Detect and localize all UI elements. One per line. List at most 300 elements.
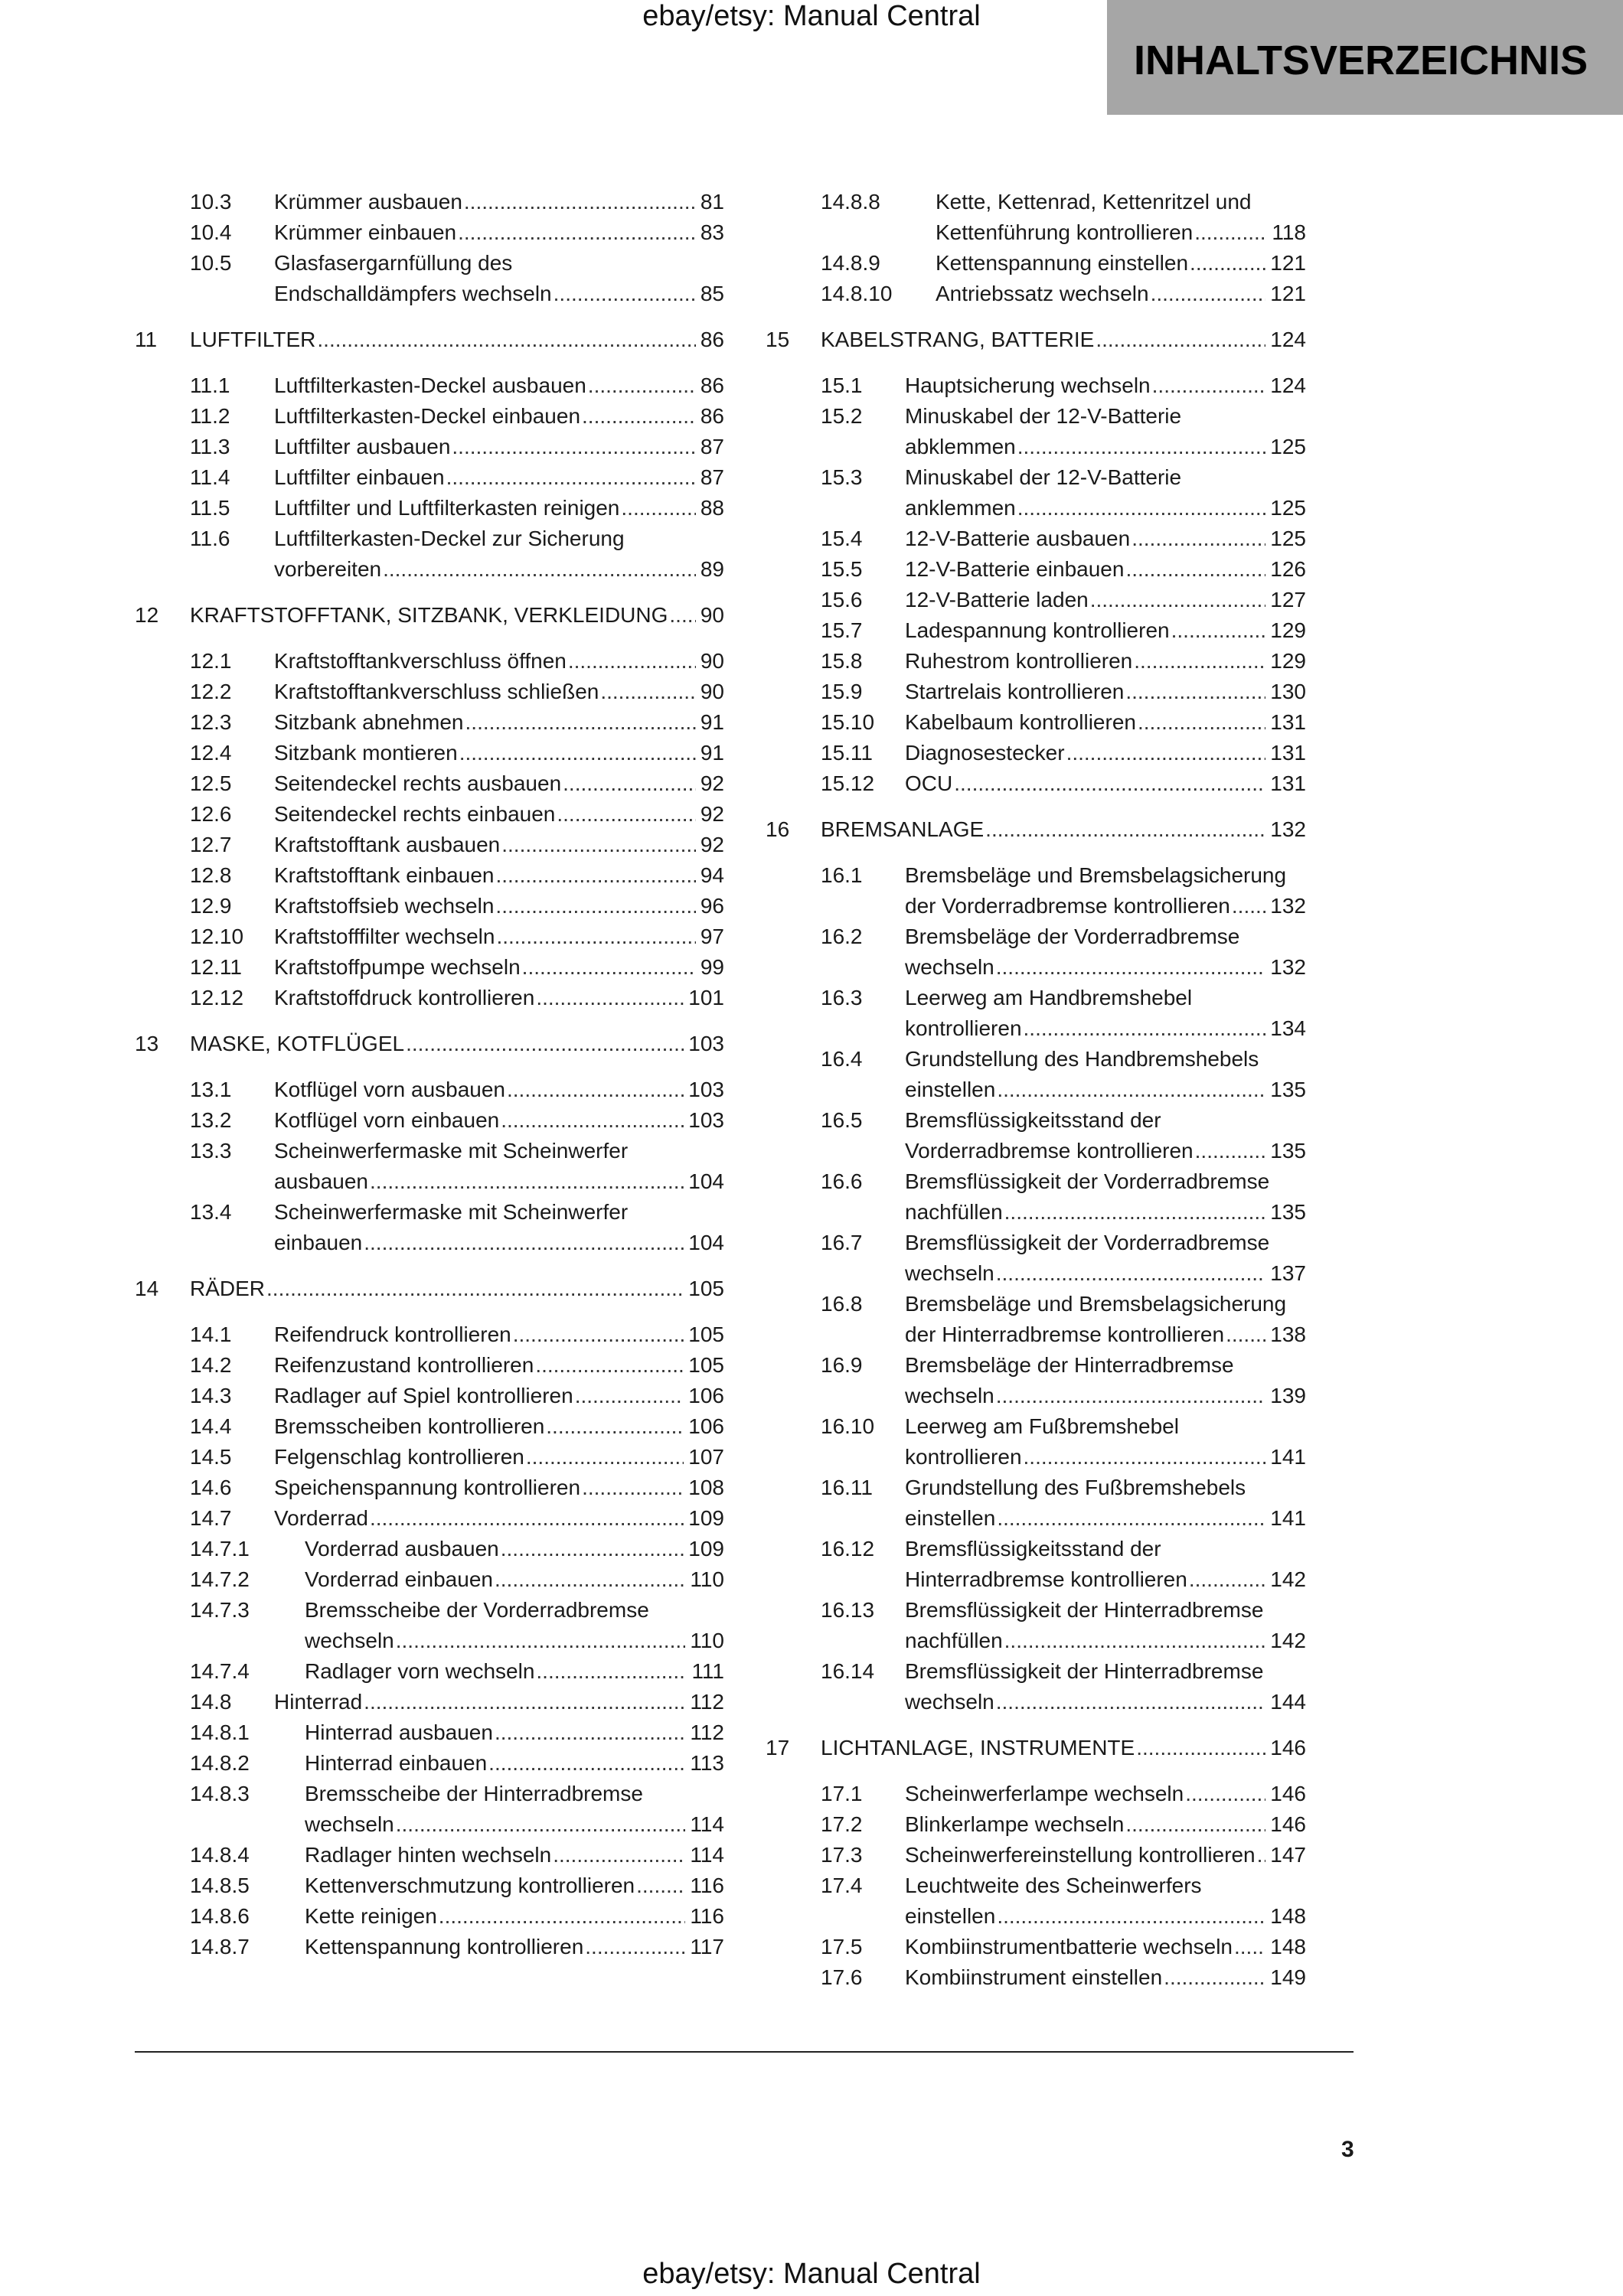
dot-leader bbox=[513, 1319, 684, 1350]
toc-entry-number: 14.8.2 bbox=[190, 1751, 250, 1775]
dot-leader bbox=[495, 891, 695, 921]
toc-entry-number: 15.2 bbox=[821, 404, 863, 428]
dot-leader bbox=[522, 952, 696, 983]
toc-entry-number: 17.1 bbox=[821, 1782, 863, 1805]
toc-entry-page: 124 bbox=[1270, 373, 1306, 397]
toc-entry-title: Vorderrad bbox=[274, 1506, 368, 1530]
toc-entry-number: 12 bbox=[135, 603, 159, 627]
toc-entry[interactable] bbox=[135, 1932, 724, 1962]
toc-entry-number: 12.11 bbox=[190, 955, 242, 979]
toc-entry-page: 90 bbox=[700, 603, 724, 627]
toc-entry-title-line1: Bremsflüssigkeit der Hinterradbremse bbox=[905, 1659, 1264, 1683]
toc-entry-page: 92 bbox=[700, 833, 724, 856]
dot-leader bbox=[669, 600, 695, 631]
toc-entry-page: 135 bbox=[1270, 1200, 1306, 1224]
toc-entry-title: wechseln bbox=[305, 1812, 394, 1836]
toc-entry[interactable] bbox=[135, 1105, 724, 1136]
dot-leader bbox=[495, 860, 695, 891]
toc-entry-number: 11.2 bbox=[190, 404, 230, 428]
toc-entry-page: 99 bbox=[700, 955, 724, 979]
toc-chapter-entry[interactable] bbox=[766, 814, 1306, 845]
toc-entry-number: 17.6 bbox=[821, 1965, 863, 1989]
toc-entry-page: 106 bbox=[688, 1414, 724, 1438]
dot-leader bbox=[997, 1503, 1265, 1534]
toc-entry-page: 83 bbox=[700, 220, 724, 244]
watermark-bottom: ebay/etsy: Manual Central bbox=[642, 2258, 981, 2290]
toc-entry-number: 15.12 bbox=[821, 771, 875, 795]
toc-entry[interactable] bbox=[135, 830, 724, 860]
toc-entry-number: 13 bbox=[135, 1032, 159, 1055]
toc-entry-page: 105 bbox=[688, 1353, 724, 1377]
dot-leader bbox=[621, 493, 695, 523]
toc-entry-title: Diagnosestecker bbox=[905, 741, 1065, 765]
dot-leader bbox=[1257, 1840, 1266, 1870]
toc-entry[interactable] bbox=[135, 217, 724, 248]
toc-entry-page: 116 bbox=[690, 1904, 724, 1928]
toc-entry[interactable] bbox=[135, 1442, 724, 1473]
dot-leader bbox=[985, 814, 1265, 845]
dot-leader bbox=[997, 1901, 1265, 1932]
dot-leader bbox=[996, 1258, 1266, 1289]
toc-entry[interactable] bbox=[766, 860, 1306, 921]
dot-leader bbox=[1004, 1626, 1266, 1656]
toc-entry[interactable] bbox=[135, 1687, 724, 1717]
toc-entry[interactable] bbox=[135, 1350, 724, 1381]
toc-entry-title: Felgenschlag kontrollieren bbox=[274, 1445, 524, 1469]
dot-leader bbox=[364, 1228, 684, 1258]
toc-entry[interactable] bbox=[135, 1779, 724, 1840]
toc-entry-title: Vorderradbremse kontrollieren bbox=[905, 1139, 1194, 1163]
toc-entry[interactable] bbox=[135, 860, 724, 891]
toc-entry[interactable] bbox=[766, 646, 1306, 677]
toc-entry-page: 85 bbox=[700, 282, 724, 305]
toc-entry[interactable] bbox=[766, 585, 1306, 615]
toc-entry-page: 101 bbox=[688, 986, 724, 1009]
toc-entry[interactable] bbox=[766, 1350, 1306, 1411]
toc-entry-title: Kraftstoffsieb wechseln bbox=[274, 894, 495, 918]
toc-entry-number: 14.8.8 bbox=[821, 190, 880, 214]
toc-entry-page: 86 bbox=[700, 373, 724, 397]
toc-entry[interactable] bbox=[135, 952, 724, 983]
toc-entry-title: OCU bbox=[905, 771, 953, 795]
toc-entry[interactable] bbox=[766, 707, 1306, 738]
toc-entry-page: 91 bbox=[700, 710, 724, 734]
toc-entry[interactable] bbox=[135, 891, 724, 921]
toc-entry-title-line1: Scheinwerfermaske mit Scheinwerfer bbox=[274, 1139, 629, 1163]
toc-entry[interactable] bbox=[766, 738, 1306, 768]
toc-entry-title: Kraftstofftankverschluss schließen bbox=[274, 680, 599, 703]
toc-entry-number: 15.3 bbox=[821, 465, 863, 489]
toc-entry-page: 117 bbox=[690, 1935, 724, 1958]
toc-entry-number: 14.4 bbox=[190, 1414, 232, 1438]
dot-leader bbox=[1194, 217, 1267, 248]
dot-leader bbox=[488, 1748, 685, 1779]
dot-leader bbox=[1164, 1962, 1265, 1993]
toc-entry-number: 17.4 bbox=[821, 1874, 863, 1897]
toc-entry-page: 141 bbox=[1270, 1445, 1306, 1469]
toc-entry[interactable] bbox=[135, 401, 724, 432]
toc-entry-page: 131 bbox=[1270, 771, 1306, 795]
toc-entry-number: 14.6 bbox=[190, 1476, 232, 1499]
toc-entry-title: RÄDER bbox=[190, 1277, 266, 1300]
toc-entry-page: 124 bbox=[1270, 328, 1306, 351]
dot-leader bbox=[553, 1840, 685, 1870]
toc-entry-title: Endschalldämpfers wechseln bbox=[274, 282, 552, 305]
toc-entry-title: Luftfilterkasten-Deckel einbauen bbox=[274, 404, 581, 428]
toc-entry-number: 14.8.7 bbox=[190, 1935, 250, 1958]
toc-entry[interactable] bbox=[135, 921, 724, 952]
dot-leader bbox=[1138, 707, 1265, 738]
toc-entry-page: 88 bbox=[700, 496, 724, 520]
toc-entry[interactable] bbox=[766, 187, 1306, 248]
toc-entry-page: 130 bbox=[1270, 680, 1306, 703]
toc-chapter-entry[interactable] bbox=[135, 325, 724, 355]
dot-leader bbox=[546, 1411, 684, 1442]
dot-leader bbox=[364, 1687, 685, 1717]
toc-entry-page: 103 bbox=[688, 1078, 724, 1101]
toc-entry-number: 13.2 bbox=[190, 1108, 232, 1132]
toc-entry[interactable] bbox=[766, 462, 1306, 523]
toc-entry[interactable] bbox=[135, 432, 724, 462]
toc-entry-number: 12.10 bbox=[190, 925, 244, 948]
dot-leader bbox=[507, 1075, 684, 1105]
toc-entry-page: 109 bbox=[688, 1506, 724, 1530]
toc-entry-title: MASKE, KOTFLÜGEL bbox=[190, 1032, 405, 1055]
toc-entry-number: 14.7 bbox=[190, 1506, 232, 1530]
toc-entry[interactable] bbox=[135, 1197, 724, 1258]
toc-entry[interactable] bbox=[766, 1534, 1306, 1595]
toc-entry[interactable] bbox=[135, 677, 724, 707]
toc-entry[interactable] bbox=[766, 1166, 1306, 1228]
toc-entry-number: 12.9 bbox=[190, 894, 232, 918]
toc-entry-page: 94 bbox=[700, 863, 724, 887]
toc-entry-number: 12.1 bbox=[190, 649, 232, 673]
section-header-box bbox=[1107, 0, 1623, 115]
toc-entry-title: Kraftstofftank ausbauen bbox=[274, 833, 501, 856]
dot-leader bbox=[1017, 493, 1266, 523]
toc-entry-title-line1: Minuskabel der 12-V-Batterie bbox=[905, 404, 1182, 428]
toc-entry-title: Hinterrad ausbauen bbox=[305, 1720, 493, 1744]
dot-leader bbox=[452, 432, 695, 462]
toc-entry-page: 127 bbox=[1270, 588, 1306, 612]
dot-leader bbox=[996, 1381, 1266, 1411]
toc-entry-page: 87 bbox=[700, 435, 724, 458]
dot-leader bbox=[446, 462, 696, 493]
toc-entry[interactable] bbox=[766, 370, 1306, 401]
toc-entry[interactable] bbox=[135, 1717, 724, 1748]
toc-entry-number: 15.9 bbox=[821, 680, 863, 703]
toc-entry[interactable] bbox=[135, 1503, 724, 1534]
dot-leader bbox=[535, 1350, 684, 1381]
toc-entry-page: 92 bbox=[700, 771, 724, 795]
toc-entry[interactable] bbox=[766, 1595, 1306, 1656]
toc-entry[interactable] bbox=[766, 1870, 1306, 1932]
toc-entry-title: einbauen bbox=[274, 1231, 363, 1254]
toc-right-column bbox=[766, 187, 1306, 1993]
toc-entry[interactable] bbox=[766, 677, 1306, 707]
toc-entry-number: 11.1 bbox=[190, 373, 230, 397]
toc-entry[interactable] bbox=[135, 523, 724, 585]
toc-entry-title: KABELSTRANG, BATTERIE bbox=[821, 328, 1095, 351]
dot-leader bbox=[568, 646, 696, 677]
toc-entry-number: 14 bbox=[135, 1277, 159, 1300]
toc-entry[interactable] bbox=[135, 1411, 724, 1442]
toc-entry-page: 132 bbox=[1270, 955, 1306, 979]
toc-entry-page: 90 bbox=[700, 680, 724, 703]
toc-entry[interactable] bbox=[135, 248, 724, 309]
toc-entry-page: 97 bbox=[700, 925, 724, 948]
toc-entry-page: 109 bbox=[688, 1537, 724, 1561]
toc-entry[interactable] bbox=[766, 279, 1306, 309]
dot-leader bbox=[266, 1274, 684, 1304]
toc-entry-page: 113 bbox=[690, 1751, 724, 1775]
dot-leader bbox=[588, 370, 696, 401]
toc-entry[interactable] bbox=[135, 646, 724, 677]
toc-entry[interactable] bbox=[135, 1136, 724, 1197]
toc-entry[interactable] bbox=[766, 615, 1306, 646]
toc-entry[interactable] bbox=[766, 1809, 1306, 1840]
toc-entry[interactable] bbox=[766, 921, 1306, 983]
toc-entry[interactable] bbox=[766, 1656, 1306, 1717]
toc-entry-number: 14.8.6 bbox=[190, 1904, 250, 1928]
toc-entry-page: 132 bbox=[1270, 817, 1306, 841]
toc-chapter-entry[interactable] bbox=[135, 600, 724, 631]
toc-entry-title: Luftfilterkasten-Deckel ausbauen bbox=[274, 373, 586, 397]
toc-entry[interactable] bbox=[766, 768, 1306, 799]
toc-entry-page: 112 bbox=[690, 1720, 724, 1744]
toc-entry-number: 15 bbox=[766, 328, 790, 351]
toc-entry[interactable] bbox=[766, 1044, 1306, 1105]
toc-entry-title-line1: Grundstellung des Handbremshebels bbox=[905, 1047, 1259, 1071]
dot-leader bbox=[1185, 1779, 1265, 1809]
toc-entry-number: 15.6 bbox=[821, 588, 863, 612]
toc-entry-page: 105 bbox=[688, 1277, 724, 1300]
dot-leader bbox=[636, 1870, 685, 1901]
toc-entry-number: 12.12 bbox=[190, 986, 244, 1009]
toc-entry-title: 12-V-Batterie laden bbox=[905, 588, 1089, 612]
toc-entry-title: Kraftstofftank einbauen bbox=[274, 863, 495, 887]
toc-entry-page: 135 bbox=[1270, 1078, 1306, 1101]
toc-entry-title: wechseln bbox=[905, 1690, 994, 1714]
toc-entry[interactable] bbox=[766, 1105, 1306, 1166]
toc-entry-title: Hauptsicherung wechseln bbox=[905, 373, 1151, 397]
toc-entry[interactable] bbox=[135, 768, 724, 799]
dot-leader bbox=[370, 1166, 684, 1197]
toc-entry-page: 104 bbox=[688, 1231, 724, 1254]
toc-chapter-entry[interactable] bbox=[135, 1274, 724, 1304]
dot-leader bbox=[1189, 1564, 1265, 1595]
dot-leader bbox=[1234, 1932, 1265, 1962]
toc-entry-title: Kabelbaum kontrollieren bbox=[905, 710, 1136, 734]
toc-entry-title: Ruhestrom kontrollieren bbox=[905, 649, 1133, 673]
toc-entry-number: 15.10 bbox=[821, 710, 875, 734]
toc-entry-number: 14.1 bbox=[190, 1322, 232, 1346]
toc-entry-title: Radlager auf Spiel kontrollieren bbox=[274, 1384, 573, 1407]
dot-leader bbox=[563, 768, 696, 799]
toc-entry-title: Hinterrad einbauen bbox=[305, 1751, 488, 1775]
dot-leader bbox=[1132, 523, 1265, 554]
toc-entry-title: Blinkerlampe wechseln bbox=[905, 1812, 1125, 1836]
toc-entry[interactable] bbox=[135, 1595, 724, 1656]
toc-entry[interactable] bbox=[766, 1289, 1306, 1350]
toc-entry-title: Kraftstofffilter wechseln bbox=[274, 925, 495, 948]
toc-entry-number: 15.8 bbox=[821, 649, 863, 673]
dot-leader bbox=[954, 768, 1265, 799]
toc-entry-page: 105 bbox=[688, 1322, 724, 1346]
dot-leader bbox=[1226, 1319, 1265, 1350]
toc-entry-page: 92 bbox=[700, 802, 724, 826]
toc-entry[interactable] bbox=[135, 1319, 724, 1350]
toc-entry[interactable] bbox=[766, 523, 1306, 554]
toc-entry-page: 146 bbox=[1270, 1782, 1306, 1805]
dot-leader bbox=[465, 707, 696, 738]
toc-entry-page: 125 bbox=[1270, 527, 1306, 550]
toc-entry-page: 87 bbox=[700, 465, 724, 489]
toc-entry[interactable] bbox=[135, 1381, 724, 1411]
toc-entry[interactable] bbox=[766, 1840, 1306, 1870]
toc-entry-number: 12.2 bbox=[190, 680, 232, 703]
toc-entry[interactable] bbox=[135, 1473, 724, 1503]
dot-leader bbox=[1125, 554, 1265, 585]
toc-entry-page: 134 bbox=[1270, 1016, 1306, 1040]
toc-chapter-entry[interactable] bbox=[135, 1029, 724, 1059]
toc-entry-page: 142 bbox=[1270, 1567, 1306, 1591]
toc-entry[interactable] bbox=[766, 1962, 1306, 1993]
toc-entry[interactable] bbox=[135, 738, 724, 768]
toc-entry[interactable] bbox=[135, 1870, 724, 1901]
toc-entry[interactable] bbox=[766, 1932, 1306, 1962]
toc-entry-number: 10.3 bbox=[190, 190, 232, 214]
toc-entry-number: 12.6 bbox=[190, 802, 232, 826]
toc-entry-title: abklemmen bbox=[905, 435, 1016, 458]
toc-entry-title-line1: Bremsbeläge der Hinterradbremse bbox=[905, 1353, 1234, 1377]
toc-entry-page: 149 bbox=[1270, 1965, 1306, 1989]
toc-entry[interactable] bbox=[135, 707, 724, 738]
toc-entry-number: 12.5 bbox=[190, 771, 232, 795]
toc-chapter-entry[interactable] bbox=[766, 325, 1306, 355]
dot-leader bbox=[1017, 432, 1266, 462]
dot-leader bbox=[1066, 738, 1266, 768]
toc-entry[interactable] bbox=[766, 1411, 1306, 1473]
toc-entry[interactable] bbox=[135, 370, 724, 401]
toc-entry-title: wechseln bbox=[905, 1384, 994, 1407]
toc-entry-title: Kettenspannung einstellen bbox=[936, 251, 1189, 275]
toc-entry-title: einstellen bbox=[905, 1904, 996, 1928]
toc-entry-page: 96 bbox=[700, 894, 724, 918]
dot-leader bbox=[1125, 677, 1265, 707]
toc-entry[interactable] bbox=[135, 1075, 724, 1105]
dot-leader bbox=[496, 921, 695, 952]
dot-leader bbox=[495, 1717, 685, 1748]
toc-entry[interactable] bbox=[135, 799, 724, 830]
toc-entry-page: 104 bbox=[688, 1169, 724, 1193]
toc-entry[interactable] bbox=[135, 1656, 724, 1687]
toc-entry-number: 12.4 bbox=[190, 741, 232, 765]
toc-entry-page: 132 bbox=[1270, 894, 1306, 918]
toc-entry[interactable] bbox=[135, 983, 724, 1013]
toc-entry[interactable] bbox=[135, 1748, 724, 1779]
toc-entry-title: Kraftstoffpumpe wechseln bbox=[274, 955, 521, 979]
toc-entry-number: 13.3 bbox=[190, 1139, 232, 1163]
toc-entry-title: Scheinwerferlampe wechseln bbox=[905, 1782, 1184, 1805]
dot-leader bbox=[501, 1105, 684, 1136]
toc-entry[interactable] bbox=[135, 1534, 724, 1564]
toc-entry-title: der Vorderradbremse kontrollieren bbox=[905, 894, 1230, 918]
toc-entry-title: einstellen bbox=[905, 1078, 996, 1101]
toc-entry-title: Hinterrad bbox=[274, 1690, 363, 1714]
section-title: INHALTSVERZEICHNIS bbox=[1133, 38, 1588, 83]
toc-entry[interactable] bbox=[766, 554, 1306, 585]
dot-leader bbox=[459, 738, 696, 768]
toc-entry-page: 125 bbox=[1270, 435, 1306, 458]
toc-entry[interactable] bbox=[766, 1473, 1306, 1534]
toc-entry-page: 86 bbox=[700, 328, 724, 351]
dot-leader bbox=[1136, 1733, 1265, 1763]
toc-entry-number: 15.4 bbox=[821, 527, 863, 550]
toc-entry-page: 116 bbox=[690, 1874, 724, 1897]
toc-entry-title-line1: Bremsflüssigkeitsstand der bbox=[905, 1108, 1161, 1132]
dot-leader bbox=[536, 1656, 687, 1687]
toc-entry-number: 15.1 bbox=[821, 373, 863, 397]
dot-leader bbox=[1090, 585, 1266, 615]
toc-entry-page: 139 bbox=[1270, 1384, 1306, 1407]
toc-entry-title-line1: Grundstellung des Fußbremshebels bbox=[905, 1476, 1246, 1499]
watermark-top: ebay/etsy: Manual Central bbox=[642, 0, 981, 32]
toc-chapter-entry[interactable] bbox=[766, 1733, 1306, 1763]
toc-entry-title: Startrelais kontrollieren bbox=[905, 680, 1125, 703]
toc-entry[interactable] bbox=[135, 1840, 724, 1870]
dot-leader bbox=[996, 1687, 1266, 1717]
dot-leader bbox=[501, 830, 696, 860]
dot-leader bbox=[554, 279, 696, 309]
toc-entry[interactable] bbox=[135, 493, 724, 523]
toc-entry-page: 129 bbox=[1270, 618, 1306, 642]
toc-entry[interactable] bbox=[766, 401, 1306, 462]
toc-entry-page: 111 bbox=[691, 1659, 724, 1683]
toc-entry-number: 15.7 bbox=[821, 618, 863, 642]
toc-entry[interactable] bbox=[766, 1228, 1306, 1289]
toc-entry[interactable] bbox=[766, 983, 1306, 1044]
toc-entry-title: einstellen bbox=[905, 1506, 996, 1530]
toc-entry[interactable] bbox=[135, 462, 724, 493]
toc-entry-title: Radlager hinten wechseln bbox=[305, 1843, 552, 1867]
toc-entry-number: 14.8.9 bbox=[821, 251, 880, 275]
toc-entry-title: der Hinterradbremse kontrollieren bbox=[905, 1322, 1225, 1346]
toc-entry-number: 14.8.5 bbox=[190, 1874, 250, 1897]
toc-entry-page: 126 bbox=[1270, 557, 1306, 581]
dot-leader bbox=[1171, 615, 1266, 646]
toc-entry-number: 16.12 bbox=[821, 1537, 875, 1561]
toc-entry[interactable] bbox=[135, 1901, 724, 1932]
dot-leader bbox=[1134, 646, 1265, 677]
dot-leader bbox=[406, 1029, 684, 1059]
toc-entry-title: Seitendeckel rechts einbauen bbox=[274, 802, 556, 826]
toc-entry[interactable] bbox=[766, 248, 1306, 279]
toc-entry-number: 14.8 bbox=[190, 1690, 232, 1714]
toc-entry-number: 17.2 bbox=[821, 1812, 863, 1836]
toc-entry-number: 12.8 bbox=[190, 863, 232, 887]
toc-entry[interactable] bbox=[766, 1779, 1306, 1809]
toc-entry-page: 106 bbox=[688, 1384, 724, 1407]
dot-leader bbox=[575, 1381, 684, 1411]
toc-entry-number: 16.6 bbox=[821, 1169, 863, 1193]
dot-leader bbox=[439, 1901, 686, 1932]
toc-entry[interactable] bbox=[135, 1564, 724, 1595]
toc-entry-page: 103 bbox=[688, 1108, 724, 1132]
toc-entry[interactable] bbox=[135, 187, 724, 217]
toc-entry-page: 147 bbox=[1270, 1843, 1306, 1867]
dot-leader bbox=[396, 1626, 686, 1656]
